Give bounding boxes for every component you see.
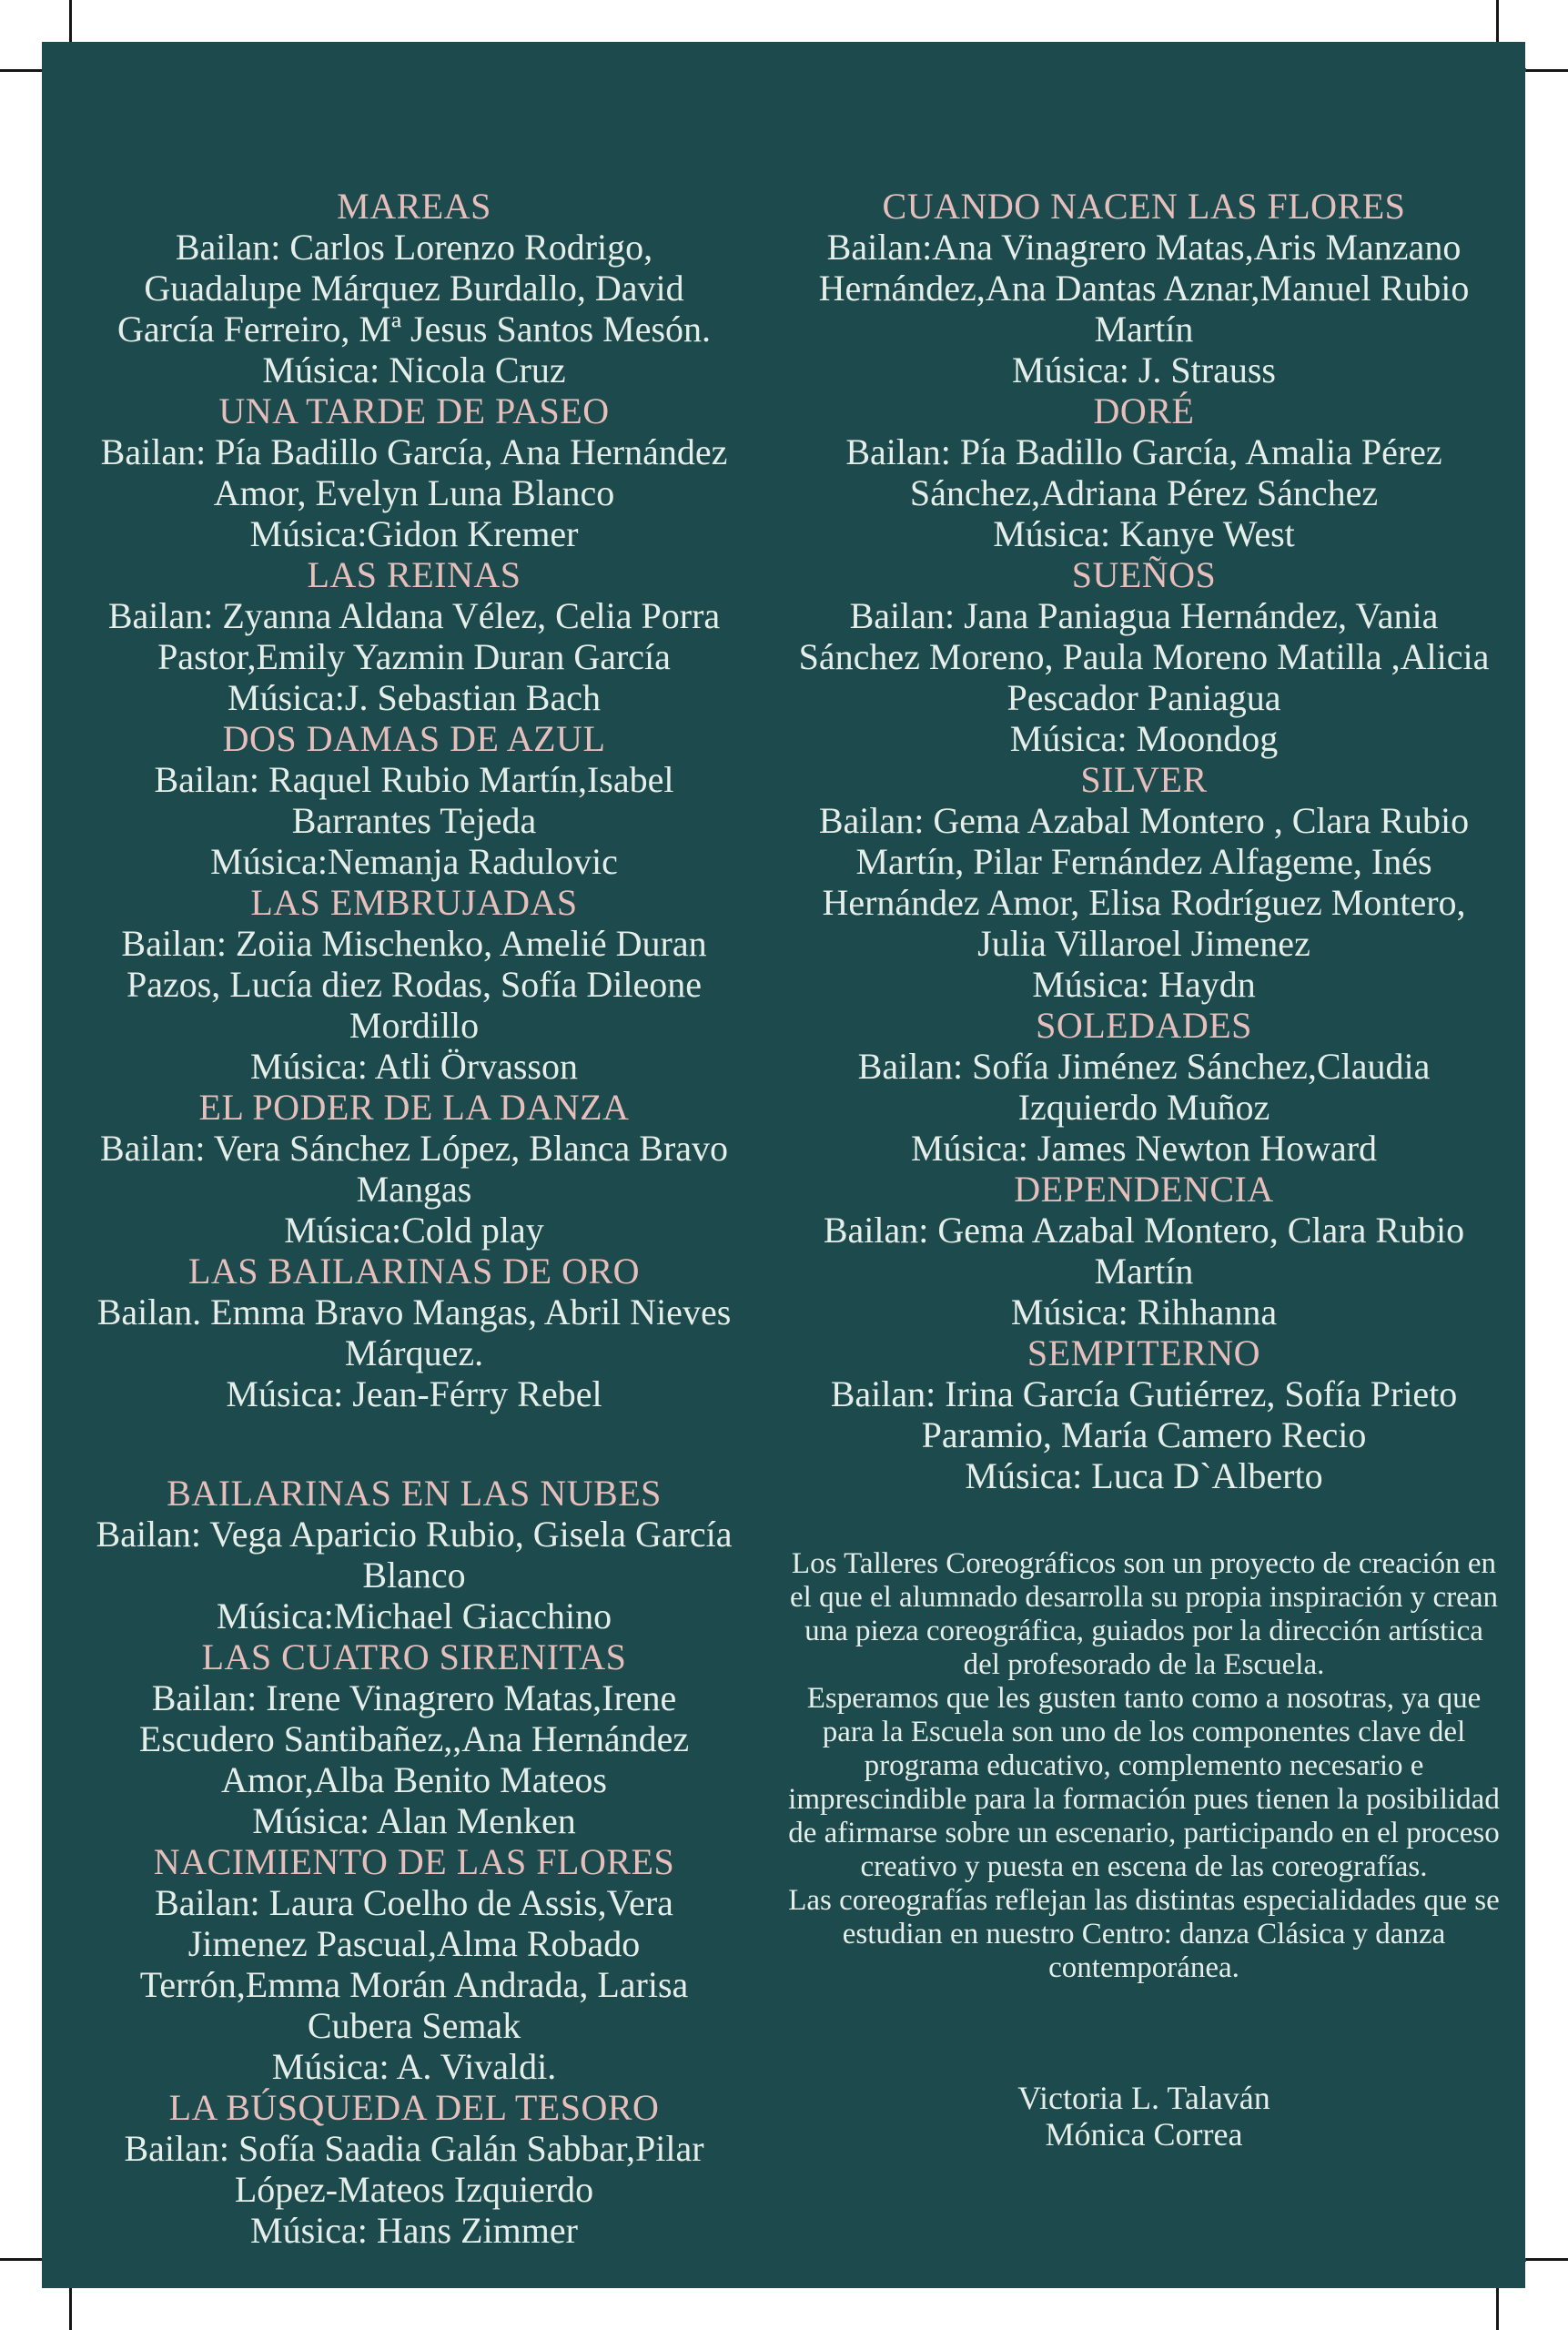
signature-block	[787, 2080, 1501, 2153]
piece-dancers: Bailan. Emma Bravo Mangas, Abril Nieves Márquez.	[96, 1292, 732, 1373]
piece-dancers: Bailan: Laura Coelho de Assis,Vera Jimenez Pascual,Alma Robado Terrón,Emma Morán Andrada, Larisa Cubera Semak	[139, 1882, 689, 2046]
piece-music: Música:Gidon Kremer	[249, 513, 579, 554]
piece-music: Música: Hans Zimmer	[250, 2210, 578, 2251]
program-piece	[787, 390, 1501, 554]
program-piece	[96, 1087, 733, 1251]
piece-title: BAILARINAS EN LAS NUBES	[167, 1473, 662, 1514]
piece-music: Música: Alan Menken	[252, 1800, 576, 1841]
program-piece	[787, 186, 1501, 390]
program-column-right-pieces	[787, 186, 1501, 1496]
piece-title: LAS REINAS	[307, 554, 521, 595]
piece-dancers: Bailan: Irene Vinagrero Matas,Irene Escudero Santibañez,,Ana Hernández Amor,Alba Benito Mateos	[138, 1677, 690, 1800]
piece-title: CUANDO NACEN LAS FLORES	[882, 186, 1406, 227]
piece-title: LAS BAILARINAS DE ORO	[187, 1251, 641, 1292]
piece-dancers: Bailan: Gema Azabal Montero, Clara Rubio Martín	[823, 1210, 1465, 1292]
piece-dancers: Bailan: Zyanna Aldana Vélez, Celia Porra Pastor,Emily Yazmin Duran García	[107, 595, 721, 677]
piece-title: SEMPITERNO	[1027, 1332, 1261, 1373]
piece-music: Música:Michael Giacchino	[216, 1596, 612, 1636]
piece-title: DEPENDENCIA	[1014, 1169, 1274, 1210]
piece-dancers: Bailan: Raquel Rubio Martín,Isabel Barrantes Tejeda	[154, 759, 674, 841]
program-note: Esperamos que les gusten tanto como a nosotras, ya que para la Escuela son uno de los componentes clave del programa educativo, complemento necesario e imprescindible para la formación pues tienen la posibilidad de afirmarse sobre un escenario, participando en el proceso creativo y puesta en escena de las coreografías.	[788, 1682, 1500, 1883]
crop-mark	[0, 69, 42, 72]
piece-dancers: Bailan: Vega Aparicio Rubio, Gisela García Blanco	[96, 1514, 733, 1596]
piece-title: SUEÑOS	[1071, 554, 1217, 595]
program-piece	[787, 1169, 1501, 1332]
piece-title: DORÉ	[1093, 390, 1195, 431]
piece-music: Música: Haydn	[1032, 964, 1256, 1005]
piece-title: NACIMIENTO DE LAS FLORES	[153, 1841, 675, 1882]
piece-title: DOS DAMAS DE AZUL	[222, 718, 606, 759]
program-piece	[96, 1473, 733, 1636]
piece-music: Música: J. Strauss	[1012, 350, 1276, 390]
piece-dancers: Bailan: Irina García Gutiérrez, Sofía Prieto Paramio, María Camero Recio	[830, 1373, 1458, 1455]
piece-dancers: Bailan: Pía Badillo García, Amalia Pérez Sánchez,Adriana Pérez Sánchez	[845, 431, 1442, 513]
crop-mark	[69, 2288, 72, 2330]
program-column-right	[787, 186, 1501, 2153]
piece-title: LA BÚSQUEDA DEL TESORO	[168, 2087, 660, 2128]
crop-mark	[0, 2258, 42, 2261]
program-notes	[787, 1547, 1501, 1985]
piece-title: MAREAS	[337, 186, 491, 227]
program-piece	[96, 1636, 733, 1841]
piece-music: Música: Rihhanna	[1010, 1292, 1278, 1332]
program-piece	[96, 2087, 733, 2251]
piece-title: SILVER	[1080, 759, 1208, 800]
piece-title: EL PODER DE LA DANZA	[198, 1087, 630, 1128]
piece-dancers: Bailan: Sofía Saadia Galán Sabbar,Pilar López-Mateos Izquierdo	[124, 2128, 704, 2210]
piece-music: Música: Moondog	[1009, 718, 1279, 759]
piece-title: LAS CUATRO SIRENITAS	[201, 1636, 627, 1677]
piece-music: Música: Nicola Cruz	[262, 350, 566, 390]
piece-music: Música:Nemanja Radulovic	[210, 841, 618, 882]
program-column-left	[96, 186, 733, 2251]
program-note: Los Talleres Coreográficos son un proyecto de creación en el que el alumnado desarrolla su propia inspiración y crean una pieza coreográfica, guiados por la dirección artística del profesorado de la Escuela.	[790, 1547, 1498, 1681]
piece-dancers: Bailan: Pía Badillo García, Ana Hernández Amor, Evelyn Luna Blanco	[100, 431, 728, 513]
piece-dancers: Bailan: Carlos Lorenzo Rodrigo, Guadalupe Márquez Burdallo, David García Ferreiro, Mª Jesus Santos Mesón.	[116, 227, 712, 350]
program-piece	[96, 718, 733, 882]
piece-dancers: Bailan: Jana Paniagua Hernández, Vania Sánchez Moreno, Paula Moreno Matilla ,Alicia Pescador Paniagua	[798, 595, 1490, 718]
crop-mark	[1496, 0, 1499, 42]
signature-name: Victoria L. Talaván	[1017, 2080, 1270, 2116]
crop-mark	[1496, 2288, 1499, 2330]
piece-music: Música: Kanye West	[993, 513, 1295, 554]
program-piece	[96, 1251, 733, 1414]
program-panel	[42, 42, 1525, 2288]
piece-dancers: Bailan: Zoiia Mischenko, Amelié Duran Pazos, Lucía diez Rodas, Sofía Dileone Mordillo	[121, 923, 707, 1046]
program-note: Las coreografías reflejan las distintas especialidades que se estudian en nuestro Centro: danza Clásica y danza contemporánea.	[788, 1884, 1500, 1984]
piece-music: Música: Jean-Férry Rebel	[226, 1373, 602, 1414]
piece-dancers: Bailan: Vera Sánchez López, Blanca Bravo Mangas	[99, 1128, 729, 1210]
piece-title: SOLEDADES	[1036, 1005, 1252, 1046]
piece-music: Música: Luca D`Alberto	[965, 1455, 1323, 1496]
piece-dancers: Bailan: Sofía Jiménez Sánchez,Claudia Izquierdo Muñoz	[857, 1046, 1431, 1128]
piece-music: Música:J. Sebastian Bach	[228, 677, 601, 718]
signature-name: Mónica Correa	[1045, 2116, 1243, 2153]
piece-title: LAS EMBRUJADAS	[250, 882, 578, 923]
program-piece	[787, 1005, 1501, 1169]
program-piece	[787, 1332, 1501, 1496]
piece-dancers: Bailan: Gema Azabal Montero , Clara Rubio Martín, Pilar Fernández Alfageme, Inés Hernández Amor, Elisa Rodríguez Montero, Julia Villaroel Jimenez	[818, 800, 1470, 964]
crop-mark	[69, 0, 72, 42]
program-piece	[96, 882, 733, 1087]
piece-music: Música: Atli Örvasson	[250, 1046, 578, 1087]
piece-music: Música: A. Vivaldi.	[271, 2046, 557, 2087]
program-piece	[96, 554, 733, 718]
program-piece	[96, 186, 733, 390]
piece-music: Música:Cold play	[284, 1210, 544, 1251]
crop-mark	[1526, 69, 1568, 72]
piece-title: UNA TARDE DE PASEO	[218, 390, 610, 431]
program-piece	[96, 390, 733, 554]
piece-music: Música: James Newton Howard	[910, 1128, 1378, 1169]
piece-dancers: Bailan:Ana Vinagrero Matas,Aris Manzano Hernández,Ana Dantas Aznar,Manuel Rubio Martín	[818, 227, 1470, 350]
crop-mark	[1526, 2258, 1568, 2261]
program-piece	[787, 554, 1501, 759]
program-piece	[96, 1841, 733, 2087]
program-piece	[787, 759, 1501, 1005]
